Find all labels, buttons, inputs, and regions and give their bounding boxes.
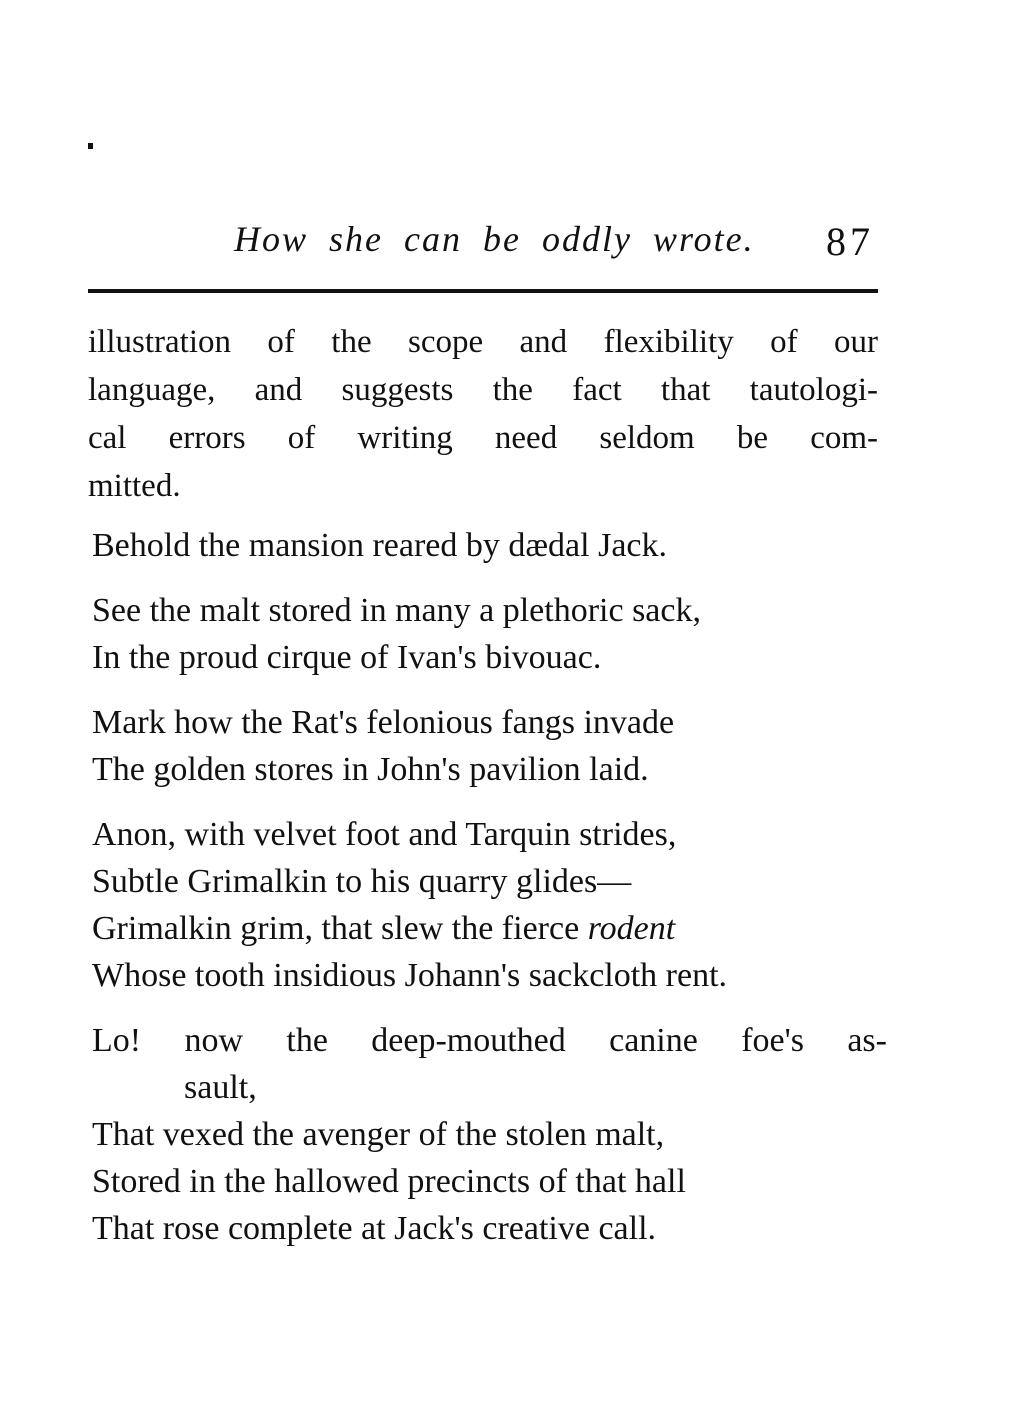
stray-ink-mark bbox=[88, 143, 93, 149]
prose-line: mitted. bbox=[88, 468, 181, 504]
verse-line-text: Grimalkin grim, that slew the fierce bbox=[92, 910, 580, 947]
running-title: How she can be oddly wrote. bbox=[234, 219, 755, 259]
verse-line: Mark how the Rat's felonious fangs invade bbox=[92, 704, 675, 741]
header-rule bbox=[88, 289, 878, 293]
verse-line: The golden stores in John's pavilion laid. bbox=[92, 751, 649, 788]
prose-line: cal errors of writing need seldom be com- bbox=[88, 420, 878, 456]
prose-line: illustration of the scope and flexibility of our bbox=[88, 324, 878, 360]
stanza-5 bbox=[92, 1017, 892, 1252]
verse-line: Behold the mansion reared by dædal Jack. bbox=[92, 527, 668, 564]
italic-word-rodent: rodent bbox=[587, 910, 676, 947]
verse-line: Anon, with velvet foot and Tarquin strides, bbox=[92, 816, 677, 853]
verse-line: Whose tooth insidious Johann's sackcloth rent. bbox=[92, 957, 728, 994]
poem bbox=[92, 522, 892, 1270]
stanza-1 bbox=[92, 522, 892, 569]
stanza-3 bbox=[92, 699, 892, 793]
prose-paragraph bbox=[88, 318, 878, 510]
page-number: 87 bbox=[826, 219, 874, 264]
verse-line: Stored in the hallowed precincts of that hall bbox=[92, 1163, 686, 1200]
stanza-4 bbox=[92, 811, 892, 999]
verse-line: In the proud cirque of Ivan's bivouac. bbox=[92, 639, 602, 676]
prose-line: language, and suggests the fact that tautologi- bbox=[88, 372, 878, 408]
verse-line: Lo! now the deep-mouthed canine foe's as- bbox=[92, 1022, 887, 1059]
verse-line: Subtle Grimalkin to his quarry glides— bbox=[92, 863, 632, 900]
verse-line-with-italic bbox=[92, 905, 892, 952]
verse-turnover: sault, bbox=[184, 1069, 257, 1106]
verse-line: That rose complete at Jack's creative call. bbox=[92, 1210, 657, 1247]
verse-line: See the malt stored in many a plethoric sack, bbox=[92, 592, 701, 629]
stanza-2 bbox=[92, 587, 892, 681]
running-head bbox=[88, 218, 878, 278]
verse-line: That vexed the avenger of the stolen malt, bbox=[92, 1116, 665, 1153]
